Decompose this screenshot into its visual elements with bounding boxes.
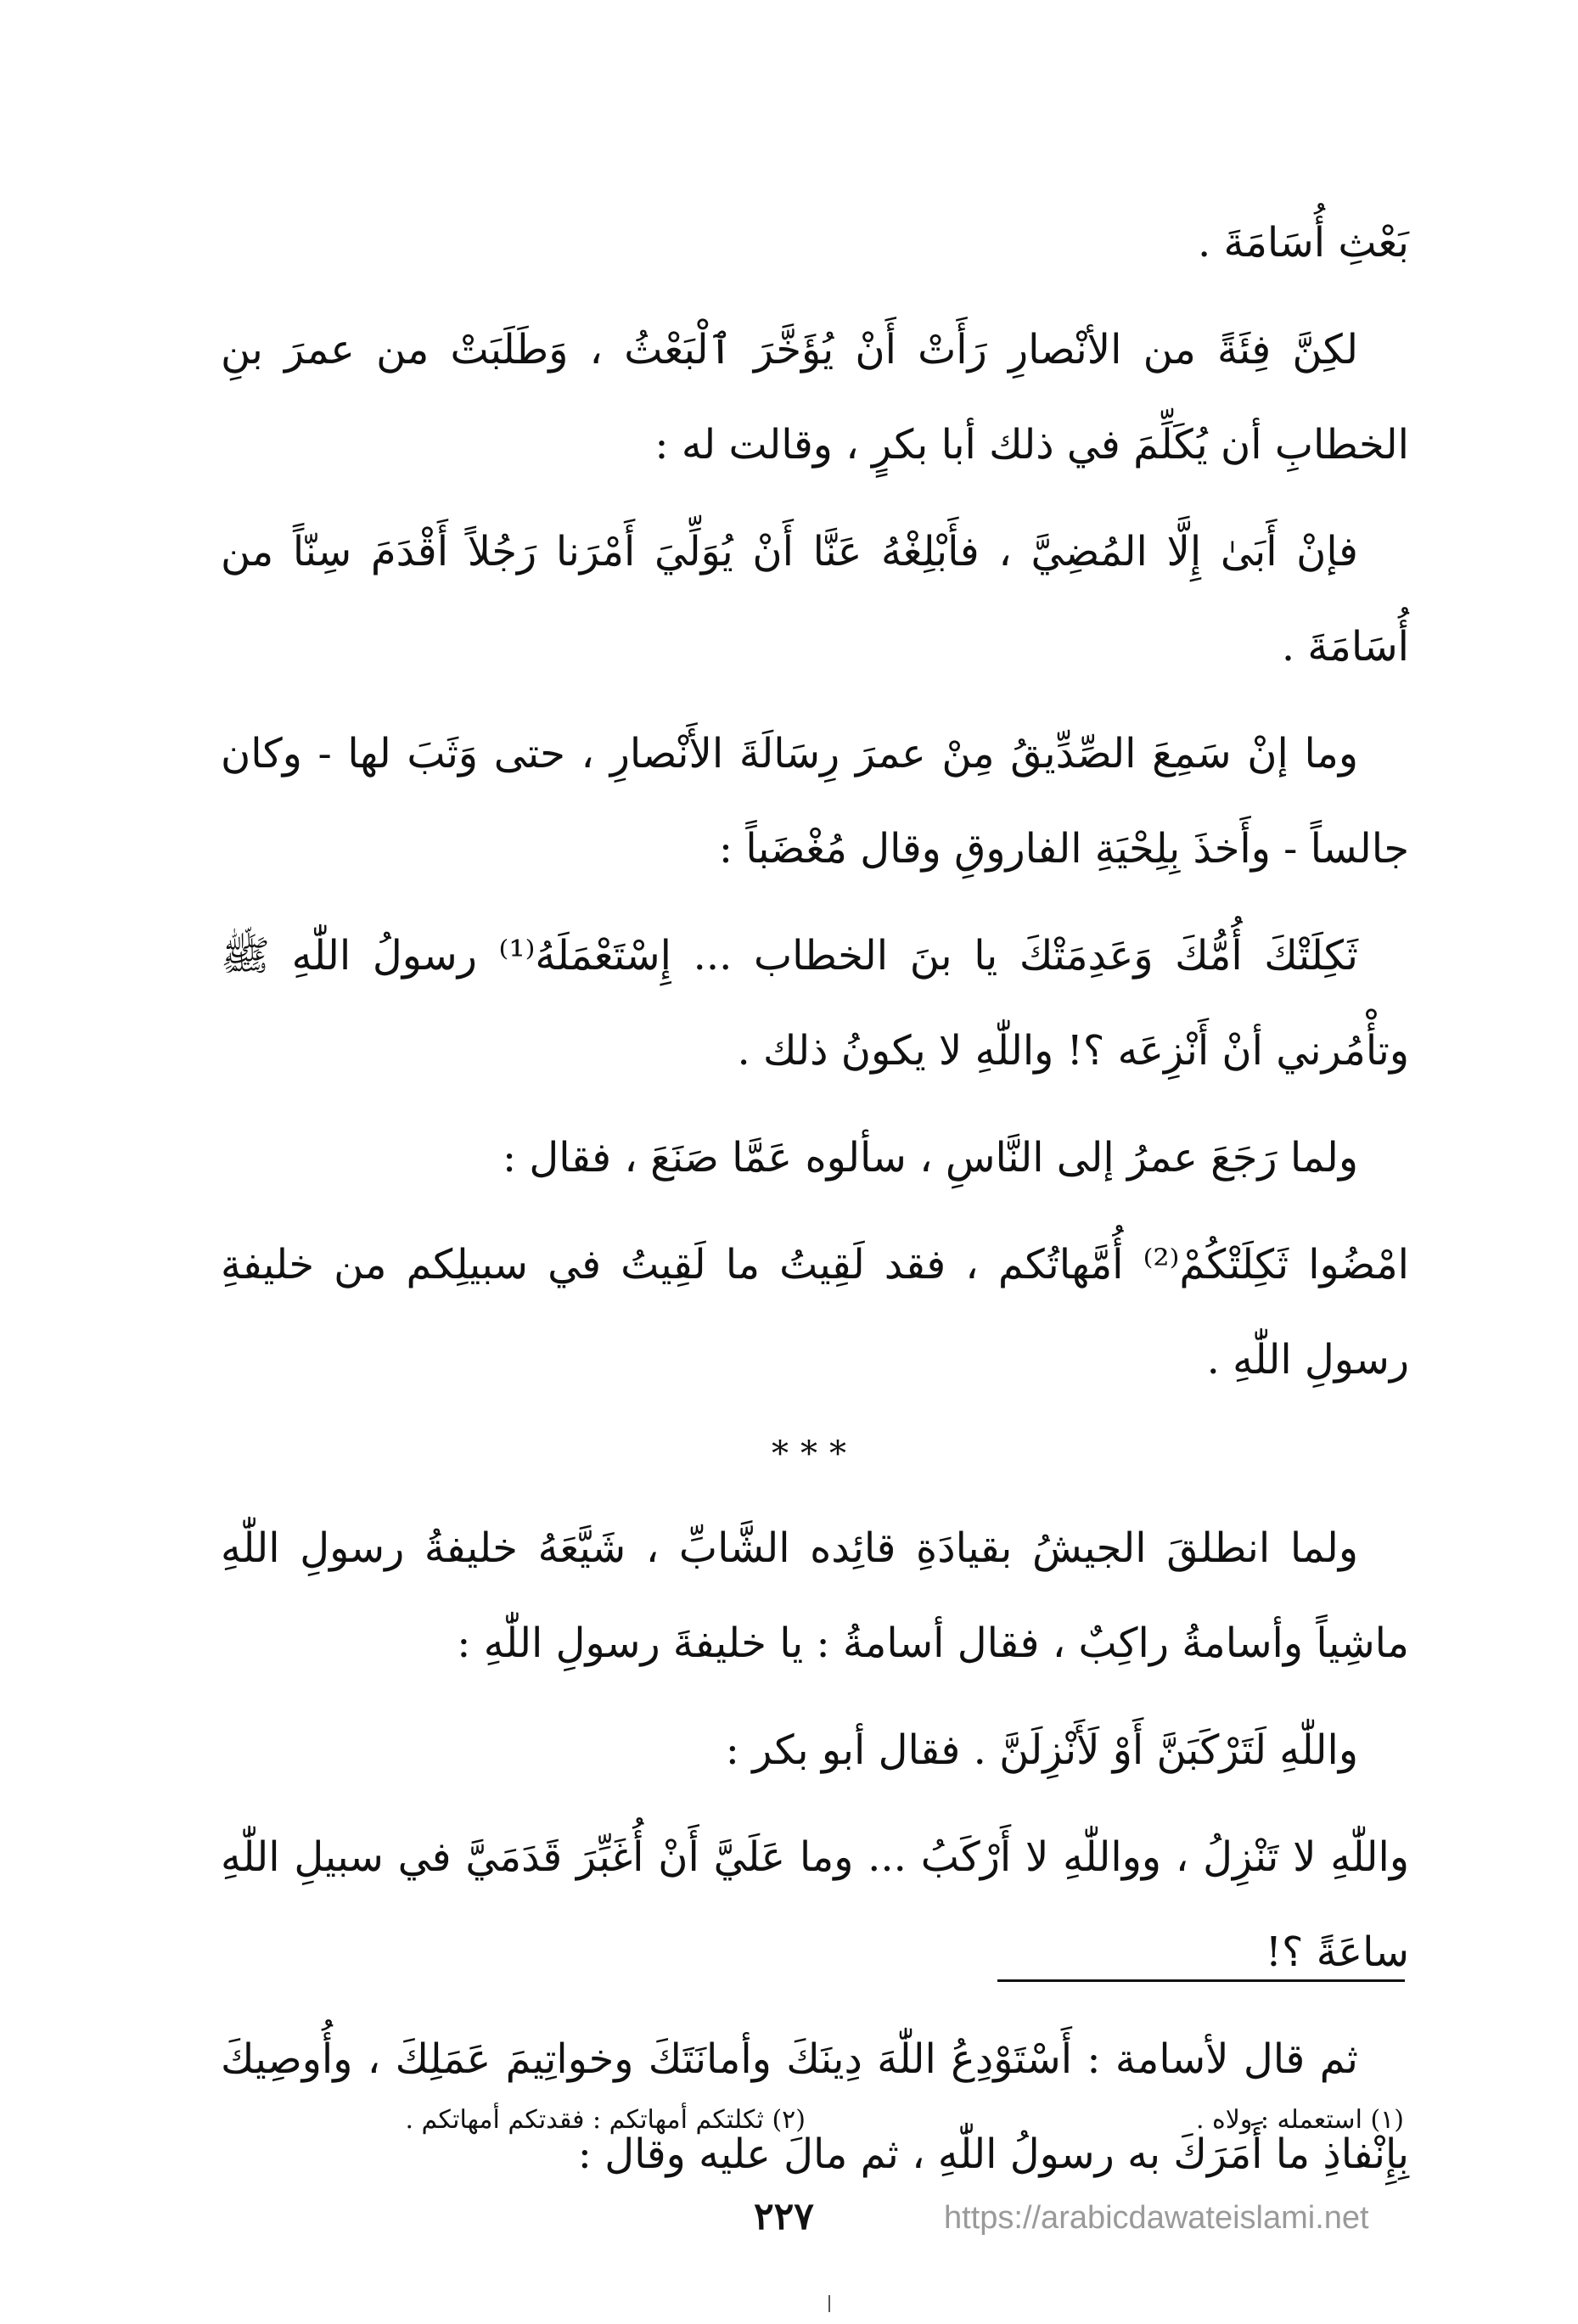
- scan-mark: [828, 2295, 830, 2312]
- paragraph-army-departure: ولما انطلقَ الجيشُ بقيادَةِ قائِده الشَّابِّ ، شَيَّعَهُ خليفةُ رسولِ اللّٰهِ ماشِياً وأسامةُ راكِبٌ ، فقال أسامةُ : يا خليفةَ رسولِ اللّٰهِ :: [221, 1524, 1409, 1667]
- footnote-1: (١) استعمله : ولاه .: [1195, 2105, 1404, 2135]
- footnote-2: (٢) ثكلتكم أمهاتكم : فقدتكم أمهاتكم .: [405, 2105, 806, 2135]
- section-separator: ***: [772, 1434, 858, 1474]
- page-number: ٢٢٧: [754, 2195, 814, 2238]
- paragraph-siddiq-reaction: وما إنْ سَمِعَ الصِّدِّيقُ مِنْ عمرَ رِسَالَةَ الأَنْصارِ ، حتى وَثَبَ لها - وكان جالساً - وأَخذَ بِلِحْيَةِ الفاروقِ وقال مُغْضَباً :: [221, 730, 1409, 873]
- paragraph-continuation: بَعْثِ أُسَامَةَ .: [1197, 219, 1409, 267]
- paragraph-umar-return: ولما رَجَعَ عمرُ إلى النَّاسِ ، سألوه عَمَّا صَنَعَ ، فقال :: [502, 1134, 1358, 1182]
- main-text: [221, 195, 1409, 2202]
- paragraph-ansar-message: فإنْ أَبَىٰ إِلَّا المُضِيَّ ، فأَبْلِغْهُ عَنَّا أَنْ يُوَلِّيَ أَمْرَنا رَجُلاً أَقْدَمَ سِنّاً من أُسَامَةَ .: [221, 528, 1409, 671]
- paragraph-siddiq-rebuke: ثَكِلَتْكَ أُمُّكَ وَعَدِمَتْكَ يا بنَ الخطاب ... إِسْتَعْمَلَهُ⁽¹⁾ رسولُ اللّٰهِ ﷺ وتأْمُرني أنْ أَنْزِعَه ؟! واللّٰهِ لا يكونُ ذلك .: [221, 932, 1409, 1075]
- paragraph-farewell: ثم قال لأسامة : أَسْتَوْدِعُ اللّٰهَ دِينَكَ وأمانَتَكَ وخواتِيمَ عَمَلِكَ ، وأُوصِيكَ بِإِنْفاذِ ما أَمَرَكَ به رسولُ اللّٰهِ ، ثم مالَ عليه وقال :: [221, 2035, 1409, 2178]
- footnote-divider: [997, 1979, 1405, 1982]
- paragraph-umar-reply: امْضُوا ثَكِلَتْكُمْ⁽²⁾ أُمَّهاتُكم ، فقد لَقِيتُ ما لَقِيتُ في سبيلِكم من خليفةِ رسولِ اللّٰهِ .: [221, 1241, 1410, 1384]
- paragraph-abubakr-reply: واللّٰهِ لا تَنْزِلُ ، وواللّٰهِ لا أَرْكَبُ ... وما عَلَيَّ أَنْ أُغَبِّرَ قَدَمَيَّ في سبيلِ اللّٰهِ ساعَةً ؟!: [221, 1833, 1409, 1976]
- paragraph-ansar-request: لكِنَّ فِئَةً من الأنْصارِ رَأَتْ أَنْ يُؤَخَّرَ ٱلْبَعْثُ ، وَطَلَبَتْ من عمرَ بنِ الخطابِ أن يُكَلِّمَ في ذلك أبا بكرٍ ، وقالت له :: [221, 326, 1409, 469]
- paragraph-usama-oath: واللّٰهِ لَتَرْكَبَنَّ أَوْ لَأَنْزِلَنَّ . فقال أبو بكر :: [725, 1726, 1358, 1774]
- source-watermark: https://arabicdawateislami.net: [944, 2200, 1369, 2236]
